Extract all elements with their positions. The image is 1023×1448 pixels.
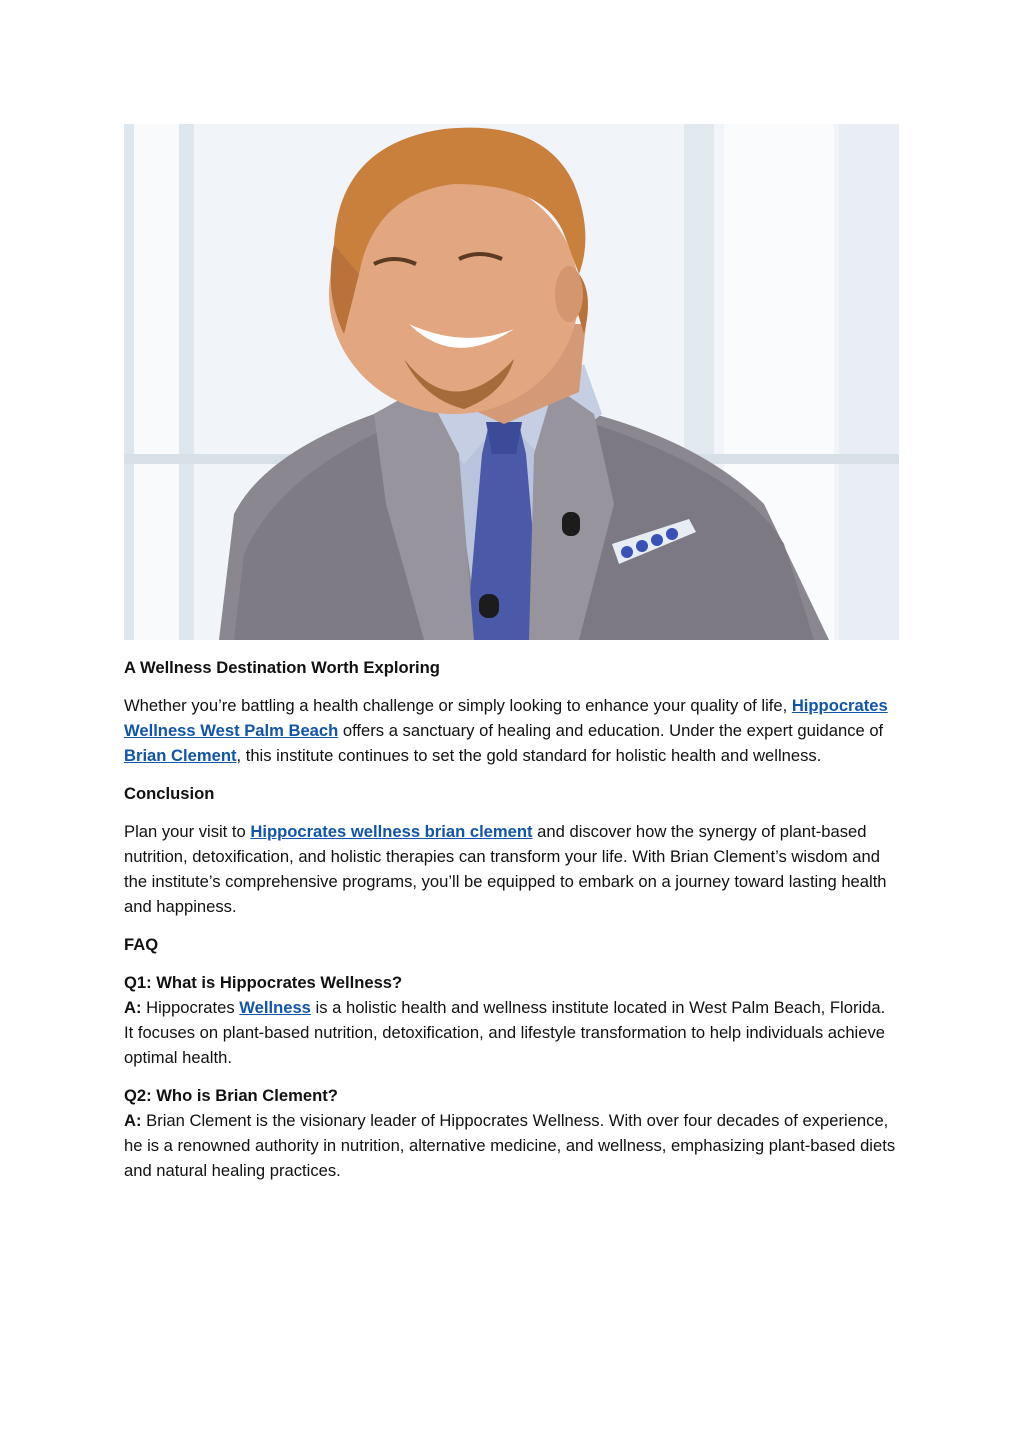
faq-answer-2-text: Brian Clement is the visionary leader of Hippocrates Wellness. With over four decades of experience, he is a renowned authority in nutrition, alternative medicine, and wellness, emphasizing plant-based diets and natural healing practices.: [124, 1111, 896, 1180]
faq-answer-1: [124, 995, 899, 1070]
answer-label: A:: [124, 1111, 142, 1130]
intro-text-start: Whether you’re battling a health challenge or simply looking to enhance your quality of life,: [124, 696, 792, 715]
faq-question-1: [124, 970, 899, 995]
conclusion-paragraph: [124, 819, 899, 919]
portrait-photo: [124, 124, 899, 640]
answer-label: A:: [124, 998, 142, 1017]
intro-text-middle: offers a sanctuary of healing and education. Under the expert guidance of: [338, 721, 884, 740]
intro-text-end: , this institute continues to set the gold standard for holistic health and wellness.: [236, 746, 822, 765]
intro-paragraph: [124, 693, 899, 768]
conclusion-text-end: and discover how the synergy of plant-based nutrition, detoxification, and holistic therapies can transform your life. With Brian Clement’s wisdom and the institute’s comprehensive programs, you’ll be equipped to embark on a journey toward lasting health and happiness.: [124, 822, 887, 916]
link-hippocrates-west-palm-beach[interactable]: Hippocrates Wellness West Palm Beach: [124, 696, 888, 740]
faq-question-2: [124, 1083, 899, 1108]
link-wellness[interactable]: Wellness: [239, 998, 311, 1017]
conclusion-heading: Conclusion: [124, 784, 215, 803]
faq-answer-2: [124, 1108, 899, 1183]
link-brian-clement[interactable]: Brian Clement: [124, 746, 237, 765]
conclusion-text-start: Plan your visit to: [124, 822, 251, 841]
faq-item-1: [124, 970, 899, 1070]
faq-answer-1-start: Hippocrates: [141, 998, 240, 1017]
faq-heading: FAQ: [124, 935, 159, 954]
faq-item-2: [124, 1083, 899, 1183]
faq-question-2-text: Q2: Who is Brian Clement?: [124, 1086, 338, 1105]
faq-answer-1-end: is a holistic health and wellness institute located in West Palm Beach, Florida. It focuses on plant-based nutrition, detoxification, and lifestyle transformation to help individuals achieve optimal health.: [124, 998, 886, 1067]
link-hippocrates-wellness-brian-clement[interactable]: Hippocrates wellness brian clement: [250, 822, 533, 841]
faq-question-1-text: Q1: What is Hippocrates Wellness?: [124, 973, 403, 992]
section-heading: A Wellness Destination Worth Exploring: [124, 658, 440, 677]
article-body: [124, 655, 899, 1183]
